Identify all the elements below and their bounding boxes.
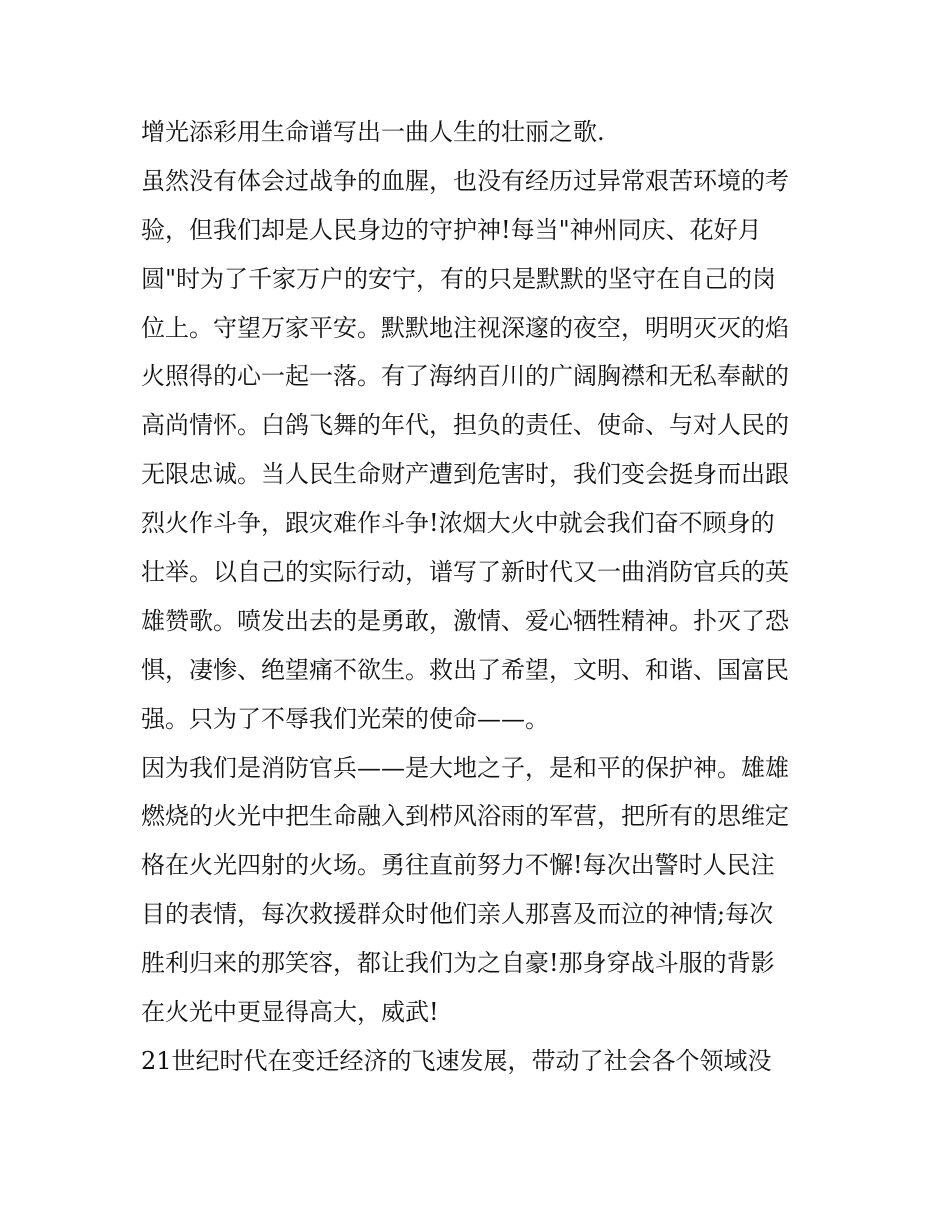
text-line-15: 燃烧的火光中把生命融入到栉风浴雨的军营，把所有的思维定 [141, 802, 789, 831]
text-line-13: 强。只为了不辱我们光荣的使命——。 [141, 704, 549, 733]
text-line-8: 无限忠诚。当人民生命财产遭到危害时，我们变会挺身而出跟 [141, 460, 789, 489]
text-line-10: 壮举。以自己的实际行动，谱写了新时代又一曲消防官兵的英 [141, 558, 789, 587]
text-line-9: 烈火作斗争，跟灾难作斗争!浓烟大火中就会我们奋不顾身的 [141, 509, 775, 538]
text-line-4: 圆"时为了千家万户的安宁，有的只是默默的坚守在自己的岗 [141, 264, 777, 293]
text-line-3: 验，但我们却是人民身边的守护神!每当"神州同庆、花好月 [141, 215, 762, 244]
text-line-14: 因为我们是消防官兵——是大地之子，是和平的保护神。雄雄 [141, 753, 789, 782]
text-line-16: 格在火光四射的火场。勇往直前努力不懈!每次出警时人民注 [141, 851, 775, 880]
text-line-17: 目的表情，每次救援群众时他们亲人那喜及而泣的神情;每次 [141, 900, 774, 929]
text-line-6: 火照得的心一起一落。有了海纳百川的广阔胸襟和无私奉献的 [141, 362, 789, 391]
text-line-1: 增光添彩用生命谱写出一曲人生的壮丽之歌. [141, 118, 605, 146]
body-text [141, 108, 813, 1086]
text-line-7: 高尚情怀。白鸽飞舞的年代，担负的责任、使命、与对人民的 [141, 411, 789, 440]
text-line-2: 虽然没有体会过战争的血腥，也没有经历过异常艰苦环境的考 [141, 166, 789, 195]
text-line-18: 胜利归来的那笑容，都让我们为之自豪!那身穿战斗服的背影 [141, 949, 775, 978]
text-line-11: 雄赞歌。喷发出去的是勇敢，激情、爱心牺牲精神。扑灭了恐 [141, 606, 789, 635]
text-line-19: 在火光中更显得高大，威武! [141, 998, 439, 1027]
text-line-5: 位上。守望万家平安。默默地注视深邃的夜空，明明灭灭的焰 [141, 313, 789, 342]
text-line-20: 21世纪时代在变迁经济的飞速发展，带动了社会各个领域没 [141, 1046, 772, 1075]
text-line-12: 惧，凄惨、绝望痛不欲生。救出了希望，文明、和谐、国富民 [141, 655, 789, 684]
